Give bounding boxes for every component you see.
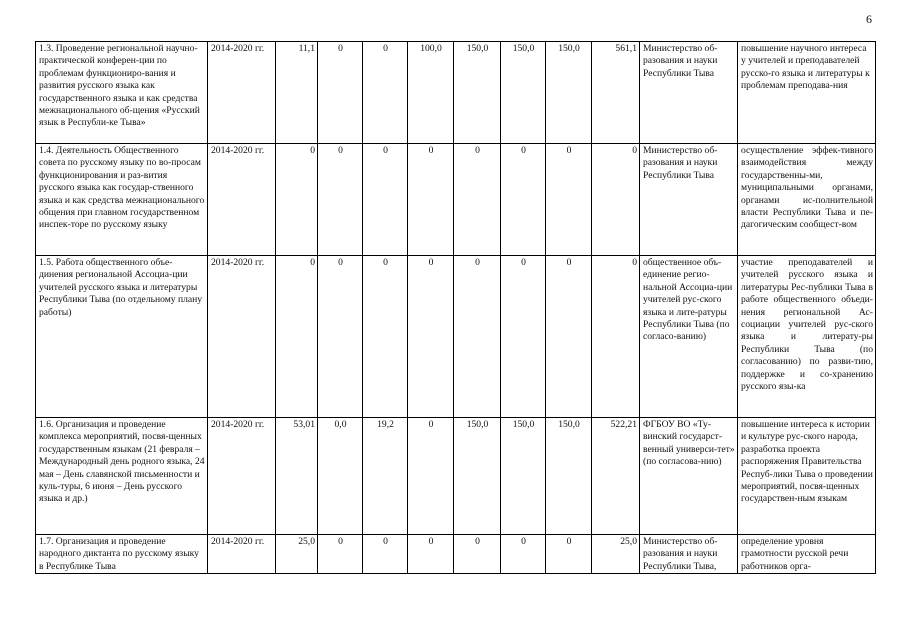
funding-value-cell: 561,1	[592, 42, 640, 144]
funding-value-cell: 0	[592, 256, 640, 418]
funding-value-cell: 150,0	[454, 42, 501, 144]
funding-value-cell: 150,0	[501, 42, 546, 144]
funding-value-cell: 0,0	[318, 418, 363, 535]
executor-cell: Министерство об-разования и науки Республики Тыва	[640, 42, 738, 144]
expected-result-cell: определение уровня грамотности русской речи работников орга-	[738, 535, 876, 574]
funding-value-cell: 0	[546, 256, 592, 418]
funding-value-cell: 0	[546, 535, 592, 574]
funding-value-cell: 0	[318, 256, 363, 418]
table-row	[36, 418, 876, 535]
funding-value-cell: 0	[318, 535, 363, 574]
funding-value-cell: 0	[592, 144, 640, 256]
funding-value-cell: 0	[276, 256, 318, 418]
funding-value-cell: 150,0	[546, 42, 592, 144]
executor-cell: Министерство об-разования и науки Республики Тыва	[640, 144, 738, 256]
funding-value-cell: 0	[501, 256, 546, 418]
measure-cell: 1.4. Деятельность Общественного совета по русскому языку по во-просам функционирования и раз-вития русского языка как государ-ственного языка и как средства межнационального общения при главном государственном инспек-торе по русскому языку	[36, 144, 208, 256]
funding-value-cell: 19,2	[363, 418, 408, 535]
funding-value-cell: 0	[363, 256, 408, 418]
funding-value-cell: 150,0	[546, 418, 592, 535]
table-row	[36, 535, 876, 574]
funding-value-cell: 0	[408, 256, 454, 418]
measure-cell: 1.3. Проведение региональной научно-практической конферен-ции по проблемам функциониро-вания и развития русского языка как государственного языка и как средства межнационального об-щения «Русский язык в Республи-ке Тыва»	[36, 42, 208, 144]
table-row	[36, 144, 876, 256]
executor-cell: ФГБОУ ВО «Ту-винский государст-венный универси-тет» (по согласова-нию)	[640, 418, 738, 535]
period-cell: 2014-2020 гг.	[208, 144, 276, 256]
funding-value-cell: 522,21	[592, 418, 640, 535]
funding-value-cell: 0	[408, 535, 454, 574]
funding-value-cell: 150,0	[501, 418, 546, 535]
period-cell: 2014-2020 гг.	[208, 418, 276, 535]
expected-result-cell: участие преподавателей и учителей русского языка и литературы Рес-публики Тыва в работе общественного объеди-нения региональной Ас-социации учителей рус-ского языка и литерату-ры Республики Тыва (по согласованию) по разви-тию, поддержке и со-хранению русского язы-ка	[738, 256, 876, 418]
expected-result-cell: осуществление эффек-тивного взаимодействия между государственны-ми, муниципальными органами, органами ис-полнительной власти Республики Тыва и пе-дагогическим сообщест-вом	[738, 144, 876, 256]
expected-result-cell: повышение интереса к истории и культуре рус-ского народа, разработка проекта распоряжения Правительства Респуб-лики Тыва о проведении мероприятий, посвя-щенных государствен-ным языкам	[738, 418, 876, 535]
page-number: 6	[866, 12, 872, 26]
funding-value-cell: 53,01	[276, 418, 318, 535]
executor-cell: общественное объ-единение регио-нальной Ассоциа-ции учителей рус-ского языка и лите-ратуры Республики Тыва (по согласо-ванию)	[640, 256, 738, 418]
funding-value-cell: 0	[501, 144, 546, 256]
funding-value-cell: 0	[318, 42, 363, 144]
funding-value-cell: 0	[501, 535, 546, 574]
executor-cell: Министерство об-разования и науки Республики Тыва,	[640, 535, 738, 574]
funding-value-cell: 25,0	[276, 535, 318, 574]
period-cell: 2014-2020 гг.	[208, 42, 276, 144]
table-row	[36, 42, 876, 144]
funding-value-cell: 0	[363, 42, 408, 144]
funding-value-cell: 0	[363, 144, 408, 256]
funding-value-cell: 0	[454, 144, 501, 256]
funding-value-cell: 0	[546, 144, 592, 256]
funding-value-cell: 0	[363, 535, 408, 574]
funding-value-cell: 0	[454, 256, 501, 418]
period-cell: 2014-2020 гг.	[208, 535, 276, 574]
program-measures-table	[35, 41, 876, 574]
measure-cell: 1.7. Организация и проведение народного диктанта по русскому языку в Республике Тыва	[36, 535, 208, 574]
period-cell: 2014-2020 гг.	[208, 256, 276, 418]
measure-cell: 1.6. Организация и проведение комплекса мероприятий, посвя-щенных государственным языкам (21 февраля – Международный день родного языка, 24 мая – День славянской письменности и куль-туры, 6 июня – День русского языка и др.)	[36, 418, 208, 535]
funding-value-cell: 0	[276, 144, 318, 256]
funding-value-cell: 0	[408, 418, 454, 535]
measure-cell: 1.5. Работа общественного объе-динения региональной Ассоциа-ции учителей русского языка и литературы Республики Тыва (по отдельному плану работы)	[36, 256, 208, 418]
table-row	[36, 256, 876, 418]
funding-value-cell: 11,1	[276, 42, 318, 144]
funding-value-cell: 0	[454, 535, 501, 574]
expected-result-cell: повышение научного интереса у учителей и преподавателей русско-го языка и литературы к проблемам преподава-ния	[738, 42, 876, 144]
funding-value-cell: 150,0	[454, 418, 501, 535]
funding-value-cell: 25,0	[592, 535, 640, 574]
funding-value-cell: 100,0	[408, 42, 454, 144]
funding-value-cell: 0	[408, 144, 454, 256]
funding-value-cell: 0	[318, 144, 363, 256]
